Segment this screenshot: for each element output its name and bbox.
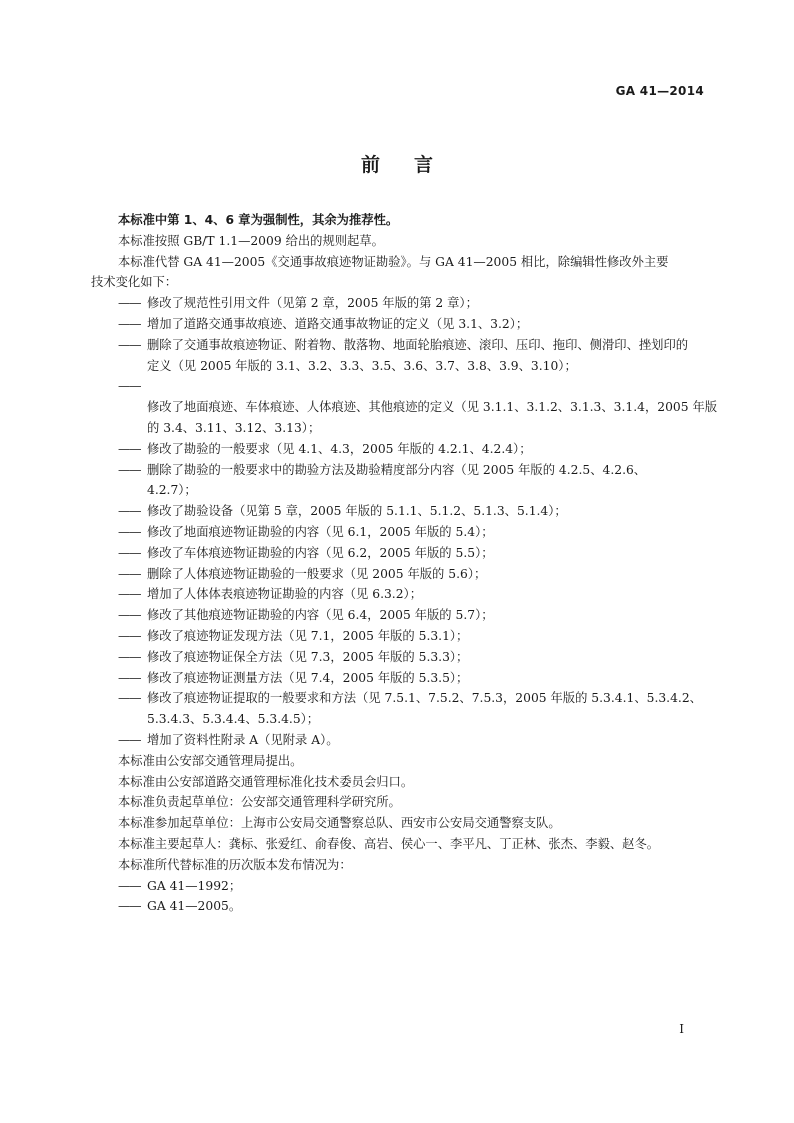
em-dash-marker: —— — [118, 732, 141, 747]
participating-drafters-paragraph: 本标准参加起草单位：上海市公安局交通警察总队、西安市公安局交通警察支队。 — [118, 816, 561, 831]
list-item-text: 增加了人体体表痕迹物证勘验的内容（见 6.3.2）； — [147, 587, 422, 602]
list-item — [91, 688, 706, 730]
list-item-text: 修改了痕迹物证保全方法（见 7.3，2005 年版的 5.3.3）； — [147, 649, 469, 664]
list-item-text: 修改了痕迹物证测量方法（见 7.4，2005 年版的 5.3.5）； — [147, 670, 469, 685]
list-item — [91, 439, 706, 460]
drafting-rules-paragraph: 本标准按照 GB/T 1.1—2009 给出的规则起草。 — [118, 233, 384, 248]
proposer-paragraph: 本标准由公安部交通管理局提出。 — [118, 753, 303, 768]
list-item-text: 删除了人体痕迹物证勘验的一般要求（见 2005 年版的 5.6）； — [147, 566, 487, 581]
em-dash-marker: —— — [118, 441, 141, 456]
list-item-text: 增加了道路交通事故痕迹、道路交通事故物证的定义（见 3.1、3.2）； — [147, 316, 529, 331]
em-dash-marker: —— — [118, 504, 141, 519]
list-item — [91, 584, 706, 605]
standard-code: GA 41—2014 — [615, 84, 704, 98]
list-item-text: 修改了痕迹物证发现方法（见 7.1，2005 年版的 5.3.1）； — [147, 628, 469, 643]
list-item — [91, 605, 706, 626]
em-dash-marker: —— — [118, 337, 141, 352]
list-item — [91, 668, 706, 689]
em-dash-marker: —— — [118, 628, 141, 643]
em-dash-marker: —— — [118, 566, 141, 581]
em-dash-marker: —— — [118, 379, 141, 394]
list-item — [91, 543, 706, 564]
em-dash-marker: —— — [118, 545, 141, 560]
page-number: I — [679, 1022, 684, 1036]
em-dash-marker: —— — [118, 296, 141, 311]
em-dash-marker: —— — [118, 670, 141, 685]
list-item — [91, 564, 706, 585]
em-dash-marker: —— — [118, 899, 141, 914]
list-item-text: 修改了地面痕迹、车体痕迹、人体痕迹、其他痕迹的定义（见 3.1.1、3.1.2、3.1.3、3.1.4，2005 年版 — [147, 400, 718, 415]
list-item — [91, 293, 706, 314]
history-list — [91, 876, 706, 918]
lead-drafter-paragraph: 本标准负责起草单位：公安部交通管理科学研究所。 — [118, 795, 401, 810]
em-dash-marker: —— — [118, 316, 141, 331]
mandatory-clause-paragraph: 本标准中第 1、4、6 章为强制性，其余为推荐性。 — [118, 213, 399, 227]
list-item — [91, 376, 718, 438]
list-item-text: 修改了规范性引用文件（见第 2 章，2005 年版的第 2 章）； — [147, 296, 478, 311]
list-item-text: 删除了交通事故痕迹物证、附着物、散落物、地面轮胎痕迹、滚印、压印、拖印、侧滑印、挫划印的 — [147, 337, 689, 352]
list-item-text: 增加了资料性附录 A（见附录 A）。 — [147, 732, 339, 747]
change-list — [91, 293, 718, 751]
list-item — [91, 896, 706, 917]
replacement-paragraph — [91, 252, 706, 294]
list-item-text-cont: 4.2.7）； — [147, 483, 197, 498]
history-intro-paragraph: 本标准所代替标准的历次版本发布情况为： — [118, 857, 352, 872]
list-item-text: 删除了勘验的一般要求中的勘验方法及勘验精度部分内容（见 2005 年版的 4.2.5、4.2.6、 — [147, 462, 647, 477]
em-dash-marker: —— — [118, 462, 141, 477]
list-item — [91, 335, 706, 377]
list-item — [91, 501, 706, 522]
list-item-text-cont: 5.3.4.3、5.3.4.4、5.3.4.5）； — [147, 712, 320, 727]
em-dash-marker: —— — [118, 878, 141, 893]
em-dash-marker: —— — [118, 691, 141, 706]
committee-paragraph: 本标准由公安部道路交通管理标准化技术委员会归口。 — [118, 774, 414, 789]
list-item-text: 修改了痕迹物证提取的一般要求和方法（见 7.5.1、7.5.2、7.5.3，2005 年版的 5.3.4.1、5.3.4.2、 — [147, 691, 702, 706]
list-item — [91, 460, 706, 502]
list-item-text: 修改了车体痕迹物证勘验的内容（见 6.2，2005 年版的 5.5）； — [147, 545, 494, 560]
preface-body — [91, 210, 718, 917]
list-item-text: 修改了地面痕迹物证勘验的内容（见 6.1，2005 年版的 5.4）； — [147, 524, 494, 539]
replacement-line-2: 技术变化如下： — [91, 275, 178, 290]
list-item-text: GA 41—2005。 — [147, 899, 242, 914]
em-dash-marker: —— — [118, 524, 141, 539]
list-item-text: 修改了勘验的一般要求（见 4.1、4.3，2005 年版的 4.2.1、4.2.4）； — [147, 441, 532, 456]
replacement-line-1: 本标准代替 GA 41—2005《交通事故痕迹物证勘验》。与 GA 41—2005 相比，除编辑性修改外主要 — [118, 254, 669, 269]
list-item — [91, 730, 706, 751]
em-dash-marker: —— — [118, 587, 141, 602]
list-item — [91, 314, 706, 335]
list-item — [91, 522, 706, 543]
list-item-text-cont: 定义（见 2005 年版的 3.1、3.2、3.3、3.5、3.6、3.7、3.8、3.9、3.10）； — [147, 358, 577, 373]
main-authors-paragraph: 本标准主要起草人：龚标、张爱红、俞春俊、高岩、侯心一、李平凡、丁正林、张杰、李毅、赵冬。 — [118, 836, 660, 851]
list-item-text: 修改了勘验设备（见第 5 章，2005 年版的 5.1.1、5.1.2、5.1.3、5.1.4）； — [147, 504, 567, 519]
page-title: 前言 — [360, 154, 467, 176]
list-item-text: GA 41—1992； — [147, 878, 242, 893]
list-item — [91, 876, 706, 897]
list-item-text: 修改了其他痕迹物证勘验的内容（见 6.4，2005 年版的 5.7）； — [147, 608, 494, 623]
em-dash-marker: —— — [118, 649, 141, 664]
em-dash-marker: —— — [118, 608, 141, 623]
list-item — [91, 647, 706, 668]
list-item — [91, 626, 706, 647]
list-item-text-cont: 的 3.4、3.11、3.12、3.13）； — [147, 420, 321, 435]
